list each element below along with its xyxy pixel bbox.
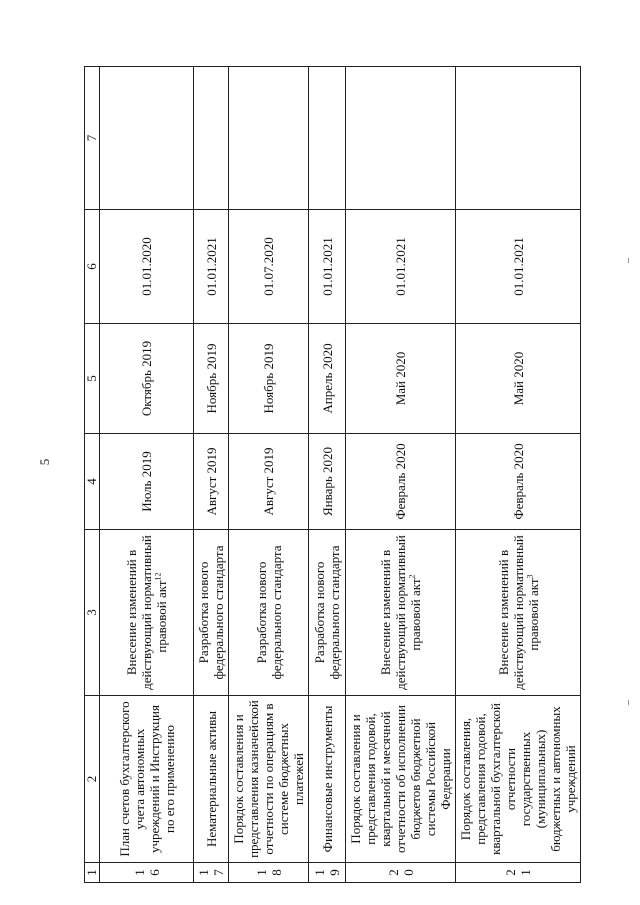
action-cell xyxy=(456,530,581,696)
end-date: Ноябрь 2019 xyxy=(194,324,229,434)
end-date: Май 2020 xyxy=(456,324,581,434)
note-cell xyxy=(100,67,194,210)
effective-date: 01.01.2020 xyxy=(100,210,194,324)
standards-plan-table xyxy=(84,66,581,883)
note-cell xyxy=(309,67,346,210)
action-cell xyxy=(229,530,309,696)
note-cell xyxy=(194,67,229,210)
table-row xyxy=(456,67,581,883)
effective-date: 01.01.2021 xyxy=(309,210,346,324)
start-date: Январь 2020 xyxy=(309,434,346,530)
header-row xyxy=(85,67,100,883)
row-number: 18 xyxy=(229,863,309,883)
start-date: Август 2019 xyxy=(194,434,229,530)
header-cell: 4 xyxy=(85,434,100,530)
page-number: 5 xyxy=(37,458,52,466)
action-text: Разработка нового федерального стандарта xyxy=(196,545,226,680)
table-row xyxy=(194,67,229,883)
table-row xyxy=(309,67,346,883)
footnote-mark: 3 xyxy=(525,574,535,579)
header-cell: 2 xyxy=(85,696,100,863)
action-cell xyxy=(346,530,456,696)
row-number: 16 xyxy=(100,863,194,883)
standard-name: Нематериальные активы xyxy=(194,696,229,863)
scan-artifact xyxy=(628,700,629,705)
start-date: Февраль 2020 xyxy=(346,434,456,530)
standard-name: План счетов бухгалтерского учета автономных учреждений и Инструкция по его применению xyxy=(100,696,194,863)
table-row xyxy=(100,67,194,883)
row-number: 19 xyxy=(309,863,346,883)
note-cell xyxy=(456,67,581,210)
standard-name: Порядок составления и представления казначейской отчетности по операциям в системе бюджетных платежей xyxy=(229,696,309,863)
rotated-table-frame xyxy=(84,67,578,883)
action-text: Внесение изменений в действующий нормативный правовой акт xyxy=(124,535,169,690)
header-cell: 7 xyxy=(85,67,100,210)
start-date: Февраль 2020 xyxy=(456,434,581,530)
header-cell: 6 xyxy=(85,210,100,324)
end-date: Ноябрь 2019 xyxy=(229,324,309,434)
action-cell xyxy=(309,530,346,696)
row-number: 20 xyxy=(346,863,456,883)
scan-artifact xyxy=(628,258,629,263)
table-row xyxy=(346,67,456,883)
end-date: Октябрь 2019 xyxy=(100,324,194,434)
standard-name: Финансовые инструменты xyxy=(309,696,346,863)
effective-date: 01.01.2021 xyxy=(194,210,229,324)
end-date: Апрель 2020 xyxy=(309,324,346,434)
action-text: Внесение изменений в действующий нормативный правовой акт xyxy=(378,535,423,690)
standard-name: Порядок составления, представления годовой, квартальной бухгалтерской отчетности государственных (муниципальных) бюджетных и автономных учреждений xyxy=(456,696,581,863)
footnote-mark: 2 xyxy=(407,574,417,579)
note-cell xyxy=(229,67,309,210)
action-text: Внесение изменений в действующий нормативный правовой акт xyxy=(495,535,541,690)
end-date: Май 2020 xyxy=(346,324,456,434)
action-cell xyxy=(100,530,194,696)
start-date: Август 2019 xyxy=(229,434,309,530)
effective-date: 01.01.2021 xyxy=(456,210,581,324)
row-number: 21 xyxy=(456,863,581,883)
header-cell: 1 xyxy=(85,863,100,883)
footnote-mark: 12 xyxy=(153,572,163,581)
header-cell: 3 xyxy=(85,530,100,696)
note-cell xyxy=(346,67,456,210)
start-date: Июль 2019 xyxy=(100,434,194,530)
header-cell: 5 xyxy=(85,324,100,434)
action-text: Разработка нового федерального стандарта xyxy=(312,545,342,680)
action-cell xyxy=(194,530,229,696)
standard-name: Порядок составления и представления годовой, квартальной и месячной отчетности об исполнении бюджетов бюджетной системы Российской Федерации xyxy=(346,696,456,863)
action-text: Разработка нового федерального стандарта xyxy=(253,545,284,680)
effective-date: 01.01.2021 xyxy=(346,210,456,324)
row-number: 17 xyxy=(194,863,229,883)
effective-date: 01.07.2020 xyxy=(229,210,309,324)
table-row xyxy=(229,67,309,883)
